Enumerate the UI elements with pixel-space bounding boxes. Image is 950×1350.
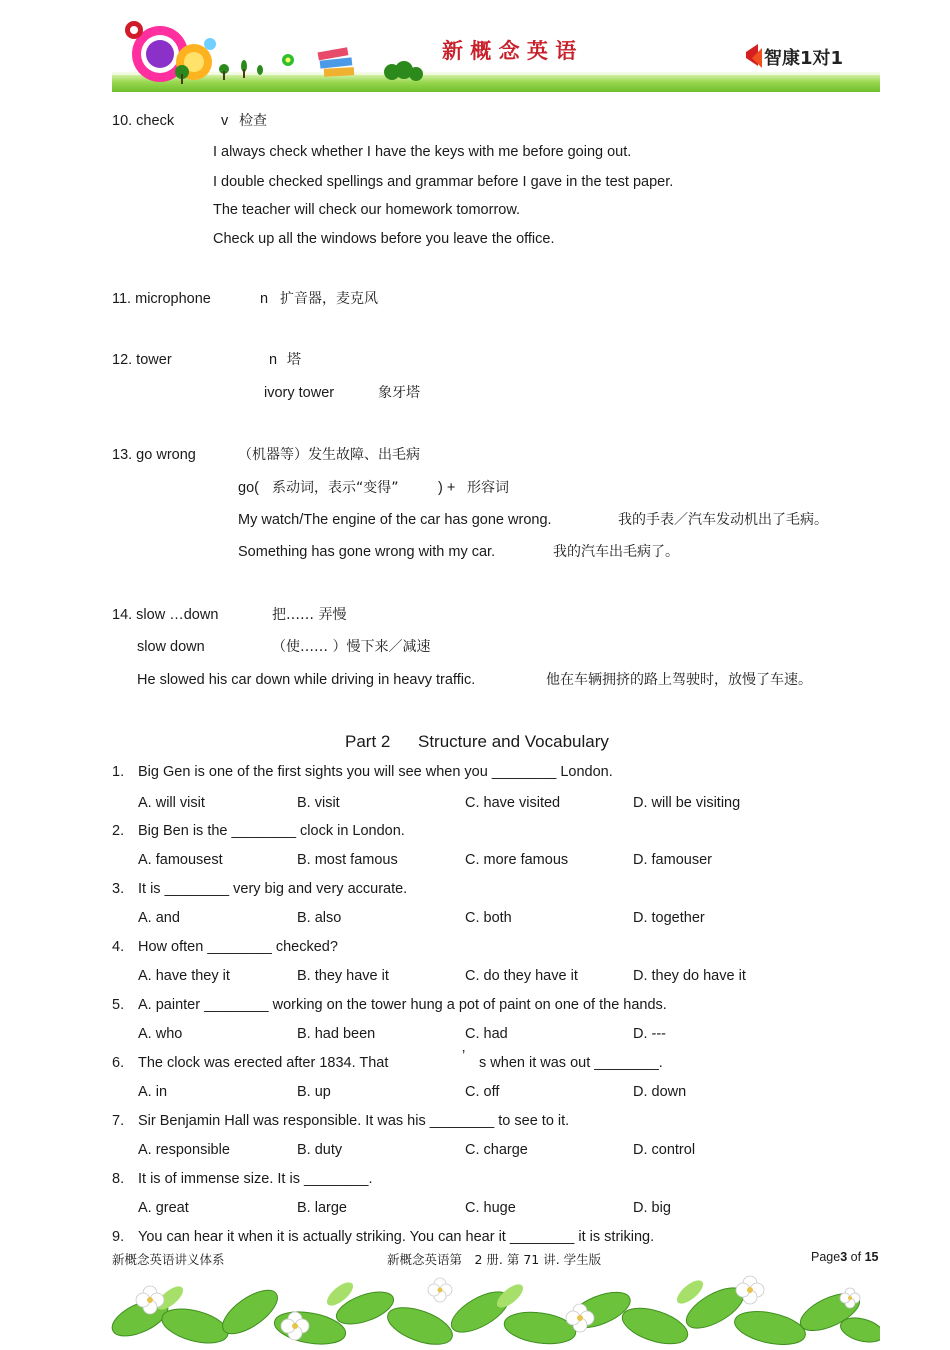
vocab-12-phrase-zh: 象牙塔 <box>378 385 420 401</box>
question-3-number: 3. <box>112 881 125 897</box>
vocab-10-pos: v <box>221 113 229 129</box>
page-of: of <box>850 1250 862 1264</box>
question-7-option-b[interactable]: B. duty <box>297 1142 343 1158</box>
vocab-11-meaning: 扩音器，麦克风 <box>280 291 378 307</box>
vocab-13-meaning: （机器等）发生故障、出毛病 <box>238 447 420 463</box>
footer-leaves-art <box>110 1268 880 1345</box>
question-5-option-a[interactable]: A. who <box>138 1026 183 1042</box>
question-8-number: 8. <box>112 1171 125 1187</box>
question-4-option-d[interactable]: D. they do have it <box>633 968 746 984</box>
question-5-option-b[interactable]: B. had been <box>297 1026 376 1042</box>
question-5-option-c[interactable]: C. had <box>465 1026 508 1042</box>
brand-name: 智康1对1 <box>764 48 844 69</box>
vocab-10-meaning: 检查 <box>239 113 267 129</box>
question-1-number: 1. <box>112 764 125 780</box>
question-2-text: Big Ben is the ________ clock in London. <box>138 823 405 839</box>
vocab-10-example-2: I double checked spellings and grammar before I gave in the test paper. <box>213 174 674 190</box>
leaves-flowers-icon <box>110 1268 880 1345</box>
header-banner-art <box>112 14 880 94</box>
question-3-text: It is ________ very big and very accurate. <box>138 881 408 897</box>
question-4-number: 4. <box>112 939 125 955</box>
brand-logo <box>746 44 843 69</box>
vocab-14-sub-zh: （使…… ）慢下来／减速 <box>272 639 431 655</box>
header-title: 新 概 念 英 语 <box>442 39 577 63</box>
question-2-number: 2. <box>112 823 125 839</box>
question-6-option-a[interactable]: A. in <box>138 1084 168 1100</box>
part2-label: Part 2 <box>345 732 391 751</box>
question-2-option-b[interactable]: B. most famous <box>297 852 398 868</box>
page-total: 15 <box>864 1250 879 1264</box>
page-prefix: Page <box>811 1250 841 1264</box>
question-3-option-a[interactable]: A. and <box>138 910 180 926</box>
question-8-option-a[interactable]: A. great <box>138 1200 189 1216</box>
footer-center: 新概念英语第 2 册. 第 71 讲. 学生版 <box>387 1252 602 1267</box>
question-3-option-c[interactable]: C. both <box>465 910 512 926</box>
question-1-option-a[interactable]: A. will visit <box>138 795 205 811</box>
question-6-option-c[interactable]: C. off <box>465 1084 500 1100</box>
question-1-text: Big Gen is one of the first sights you will see when you ________ London. <box>138 764 613 780</box>
page-header <box>112 14 880 94</box>
question-2-option-a[interactable]: A. famousest <box>138 852 223 868</box>
vocab-10-example-1: I always check whether I have the keys with me before going out. <box>213 144 632 160</box>
question-6-number: 6. <box>112 1055 125 1071</box>
question-9-number: 9. <box>112 1229 125 1245</box>
question-1-option-d[interactable]: D. will be visiting <box>633 795 741 811</box>
question-8-option-c[interactable]: C. huge <box>465 1200 516 1216</box>
question-7-number: 7. <box>112 1113 125 1129</box>
vocab-13-note-d: 形容词 <box>467 480 509 496</box>
question-5-option-d[interactable]: D. --- <box>633 1026 667 1042</box>
vocab-13-example-2-zh: 我的汽车出毛病了。 <box>553 544 679 560</box>
vocab-13-example-1-zh: 我的手表／汽车发动机出了毛病。 <box>618 512 828 528</box>
vocab-14-example-zh: 他在车辆拥挤的路上驾驶时，放慢了车速。 <box>546 672 812 688</box>
vocab-10-example-4: Check up all the windows before you leave the office. <box>213 231 555 247</box>
vocab-11-word: 11. microphone <box>112 291 211 307</box>
vocab-11-pos: n <box>260 291 269 307</box>
question-6-option-d[interactable]: D. down <box>633 1084 687 1100</box>
page-number <box>811 1250 878 1264</box>
vocab-12-pos: n <box>269 352 278 368</box>
vocab-12-word: 12. tower <box>112 352 172 368</box>
vocab-14-example: He slowed his car down while driving in heavy traffic. <box>137 672 476 688</box>
question-6-apostrophe: ’ <box>462 1048 466 1064</box>
question-1-option-b[interactable]: B. visit <box>297 795 340 811</box>
question-5-number: 5. <box>112 997 125 1013</box>
question-6-option-b[interactable]: B. up <box>297 1084 331 1100</box>
question-9-text: You can hear it when it is actually striking. You can hear it ________ it is striking. <box>138 1229 655 1245</box>
question-6-text: The clock was erected after 1834. That <box>138 1055 389 1071</box>
question-7-option-c[interactable]: C. charge <box>465 1142 528 1158</box>
question-2-option-c[interactable]: C. more famous <box>465 852 569 868</box>
part2-title: Structure and Vocabulary <box>418 732 609 751</box>
vocab-12-meaning: 塔 <box>287 352 301 368</box>
question-7-option-d[interactable]: D. control <box>633 1142 696 1158</box>
question-7-text: Sir Benjamin Hall was responsible. It was his ________ to see to it. <box>138 1113 570 1129</box>
vocab-14-word: 14. slow …down <box>112 607 219 623</box>
vocab-14-meaning: 把…… 弄慢 <box>272 607 347 623</box>
vocab-10-example-3: The teacher will check our homework tomorrow. <box>213 202 521 218</box>
vocab-13-word: 13. go wrong <box>112 447 196 463</box>
question-5-text: A. painter ________ working on the tower hung a pot of paint on one of the hands. <box>138 997 667 1013</box>
question-6-text-tail: s when it was out ________. <box>479 1055 663 1071</box>
vocab-13-note-a: go( <box>238 480 259 496</box>
vocab-13-example-2: Something has gone wrong with my car. <box>238 544 496 560</box>
footer-left: 新概念英语讲义体系 <box>112 1252 225 1267</box>
vocab-13-note-b: 系动词，表示“变得” <box>272 480 399 496</box>
page-current: 3 <box>840 1250 848 1264</box>
question-4-text: How often ________ checked? <box>138 939 338 955</box>
question-2-option-d[interactable]: D. famouser <box>633 852 712 868</box>
question-3-option-d[interactable]: D. together <box>633 910 705 926</box>
vocab-14-sub: slow down <box>137 639 205 655</box>
question-1-option-c[interactable]: C. have visited <box>465 795 561 811</box>
question-8-text: It is of immense size. It is ________. <box>138 1171 373 1187</box>
question-8-option-b[interactable]: B. large <box>297 1200 347 1216</box>
question-4-option-b[interactable]: B. they have it <box>297 968 389 984</box>
question-3-option-b[interactable]: B. also <box>297 910 342 926</box>
question-7-option-a[interactable]: A. responsible <box>138 1142 230 1158</box>
vocab-12-phrase: ivory tower <box>264 385 335 401</box>
question-4-option-a[interactable]: A. have they it <box>138 968 230 984</box>
question-8-option-d[interactable]: D. big <box>633 1200 671 1216</box>
vocab-10-word: 10. check <box>112 113 175 129</box>
vocab-13-note-c: ) + <box>438 480 456 496</box>
question-4-option-c[interactable]: C. do they have it <box>465 968 578 984</box>
vocab-13-example-1: My watch/The engine of the car has gone wrong. <box>238 512 552 528</box>
